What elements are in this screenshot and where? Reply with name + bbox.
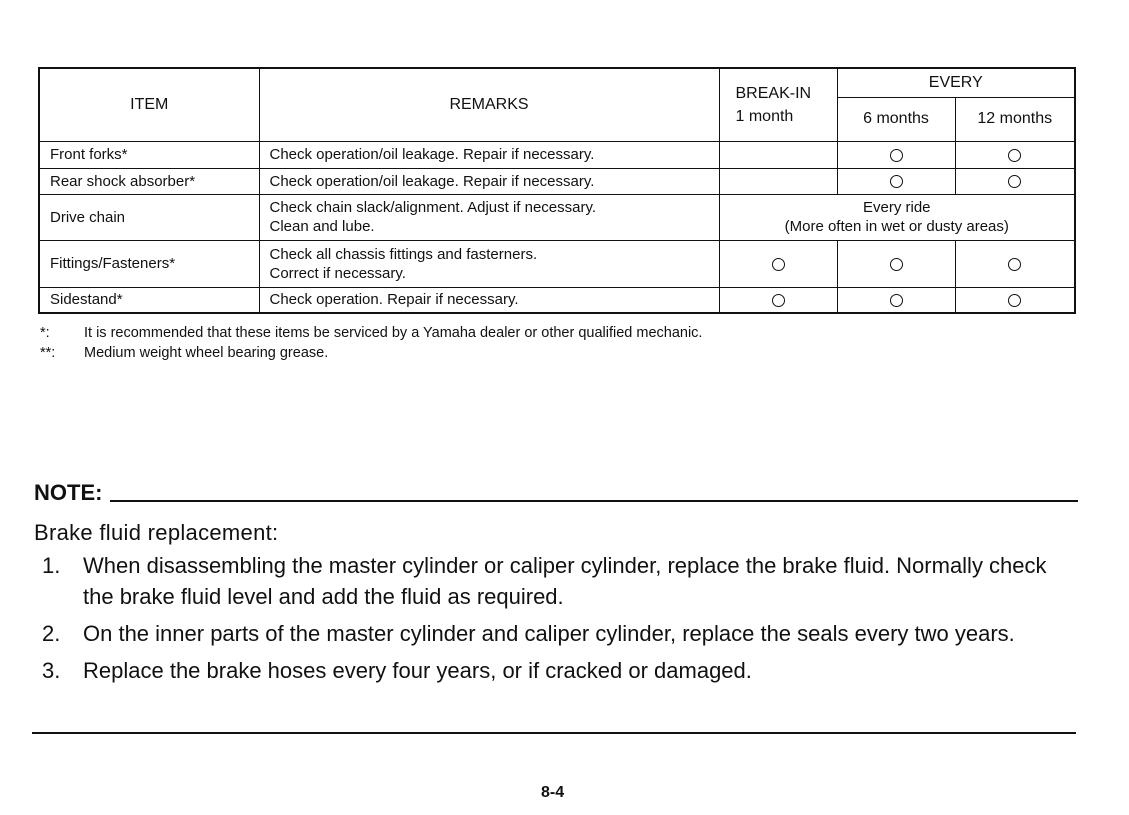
table-row	[39, 240, 1075, 287]
remarks-line: Check all chassis fittings and fasterners.	[269, 245, 538, 263]
remarks-line: Clean and lube.	[269, 218, 375, 235]
row-remarks: Check operation/oil leakage. Repair if necessary.	[259, 141, 719, 168]
check-circle-icon	[772, 294, 785, 307]
row-remarks	[259, 240, 719, 287]
check-circle-icon	[890, 294, 903, 307]
maintenance-table	[38, 67, 1076, 314]
remarks-line: Correct if necessary.	[269, 264, 406, 282]
row-remarks	[259, 194, 719, 240]
check-circle-icon	[772, 258, 785, 271]
list-number: 3.	[42, 658, 61, 683]
check-circle-icon	[1008, 294, 1021, 307]
header-6-months: 6 months	[837, 97, 955, 141]
every-ride-note: (More often in wet or dusty areas)	[784, 218, 1009, 235]
list-text: On the inner parts of the master cylinder and caliper cylinder, replace the seals every two years.	[83, 621, 1015, 646]
table-row	[39, 168, 1075, 194]
twelve-months-cell	[955, 141, 1075, 168]
note-list	[42, 550, 1072, 692]
note-header	[34, 480, 1078, 506]
header-remarks: REMARKS	[259, 68, 719, 141]
header-every: EVERY	[837, 68, 1075, 97]
twelve-months-cell	[955, 168, 1075, 194]
every-ride-cell	[719, 194, 1075, 240]
remarks-line: Check chain slack/alignment. Adjust if necessary.	[269, 199, 597, 216]
header-breakin	[719, 68, 837, 141]
footnote-text: It is recommended that these items be serviced by a Yamaha dealer or other qualified mechanic.	[84, 325, 703, 341]
note-title: Brake fluid replacement:	[34, 520, 279, 545]
list-item	[42, 618, 1072, 649]
twelve-months-cell	[955, 287, 1075, 313]
breakin-cell	[719, 168, 837, 194]
footnotes	[40, 323, 702, 363]
check-circle-icon	[890, 149, 903, 162]
check-circle-icon	[1008, 175, 1021, 188]
header-12-months: 12 months	[955, 97, 1075, 141]
check-circle-icon	[890, 175, 903, 188]
row-item: Fittings/Fasteners*	[39, 240, 259, 287]
six-months-cell	[837, 240, 955, 287]
footnote-text: Medium weight wheel bearing grease.	[84, 345, 329, 361]
twelve-months-cell	[955, 240, 1075, 287]
check-circle-icon	[1008, 149, 1021, 162]
check-circle-icon	[1008, 258, 1021, 271]
note-rule	[110, 500, 1078, 502]
list-number: 2.	[42, 621, 61, 646]
every-ride-text: Every ride	[862, 199, 931, 216]
list-text: When disassembling the master cylinder or caliper cylinder, replace the brake fluid. Normally check the brake fluid level and add the fluid as required.	[83, 553, 1047, 609]
row-item: Drive chain	[39, 194, 259, 240]
footnote	[40, 343, 702, 363]
bottom-rule	[32, 732, 1076, 734]
table-row	[39, 194, 1075, 240]
footnote-mark: *:	[40, 325, 50, 341]
table-row	[39, 287, 1075, 313]
check-circle-icon	[890, 258, 903, 271]
six-months-cell	[837, 141, 955, 168]
page-number: 8-4	[541, 784, 565, 801]
row-remarks: Check operation. Repair if necessary.	[259, 287, 719, 313]
header-breakin-period: 1 month	[735, 107, 794, 125]
table-row	[39, 141, 1075, 168]
header-breakin-label: BREAK-IN	[735, 84, 812, 102]
header-item: ITEM	[39, 68, 259, 141]
list-number: 1.	[42, 553, 61, 578]
breakin-cell	[719, 287, 837, 313]
list-item	[42, 550, 1072, 612]
row-item: Sidestand*	[39, 287, 259, 313]
row-remarks: Check operation/oil leakage. Repair if necessary.	[259, 168, 719, 194]
breakin-cell	[719, 240, 837, 287]
row-item: Rear shock absorber*	[39, 168, 259, 194]
list-text: Replace the brake hoses every four years, or if cracked or damaged.	[83, 658, 752, 683]
six-months-cell	[837, 287, 955, 313]
row-item: Front forks*	[39, 141, 259, 168]
six-months-cell	[837, 168, 955, 194]
footnote	[40, 323, 702, 343]
list-item	[42, 655, 1072, 686]
breakin-cell	[719, 141, 837, 168]
footnote-mark: **:	[40, 345, 56, 361]
note-label: NOTE:	[34, 480, 103, 505]
